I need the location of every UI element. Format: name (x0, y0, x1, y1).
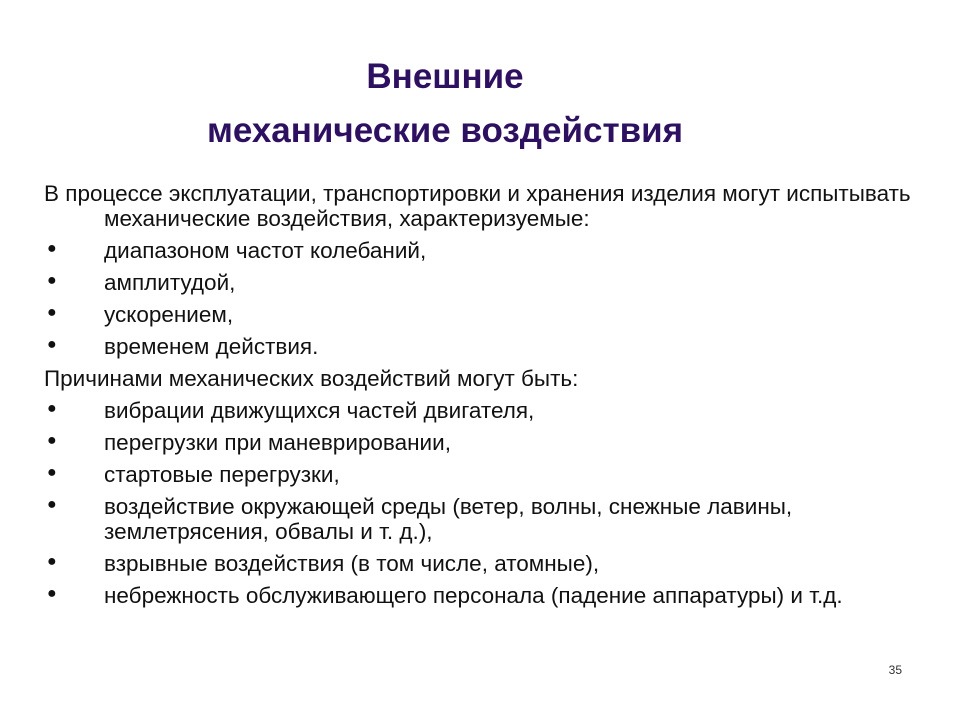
cause-text: воздействие окружающей среды (ветер, волны, снежные лавины, землетрясения, обвалы и т. д.), (104, 494, 793, 544)
characteristic-item (44, 334, 924, 359)
characteristic-text: диапазоном частот колебаний, (104, 238, 427, 263)
cause-text: вибрации движущихся частей двигателя, (104, 398, 535, 423)
cause-item (44, 583, 924, 608)
bullet-icon: ● (47, 585, 57, 602)
cause-item (44, 462, 924, 487)
cause-text: небрежность обслуживающего персонала (падение аппаратуры) и т.д. (104, 583, 843, 608)
slide-title-line-1: Внешние (366, 57, 524, 96)
cause-item (44, 494, 924, 544)
cause-text: перегрузки при маневрировании, (104, 430, 451, 455)
cause-item (44, 430, 924, 455)
bullet-icon: ● (47, 464, 57, 481)
bullet-icon: ● (47, 336, 57, 353)
causes-intro-paragraph: Причинами механических воздействий могут быть: (44, 366, 579, 391)
characteristic-item (44, 238, 924, 263)
characteristic-text: амплитудой, (104, 270, 236, 295)
bullet-icon: ● (47, 400, 57, 417)
cause-item (44, 398, 924, 423)
intro-paragraph: В процессе эксплуатации, транспортировки и хранения изделия могут испытывать механические воздействия, характеризуемые: (44, 181, 911, 231)
slide-title-line-2: механические воздействия (206, 111, 684, 150)
page-number: 35 (888, 663, 902, 677)
bullet-icon: ● (47, 240, 57, 257)
bullet-icon: ● (47, 496, 57, 513)
characteristic-item (44, 270, 924, 295)
characteristic-text: временем действия. (104, 334, 319, 359)
bullet-icon: ● (47, 304, 57, 321)
cause-text: взрывные воздействия (в том числе, атомные), (104, 551, 600, 576)
cause-text: стартовые перегрузки, (104, 462, 340, 487)
characteristic-text: ускорением, (104, 302, 234, 327)
bullet-icon: ● (47, 272, 57, 289)
slide-body (44, 181, 924, 615)
bullet-icon: ● (47, 553, 57, 570)
slide-title (0, 50, 890, 158)
cause-item (44, 551, 924, 576)
characteristic-item (44, 302, 924, 327)
bullet-icon: ● (47, 432, 57, 449)
